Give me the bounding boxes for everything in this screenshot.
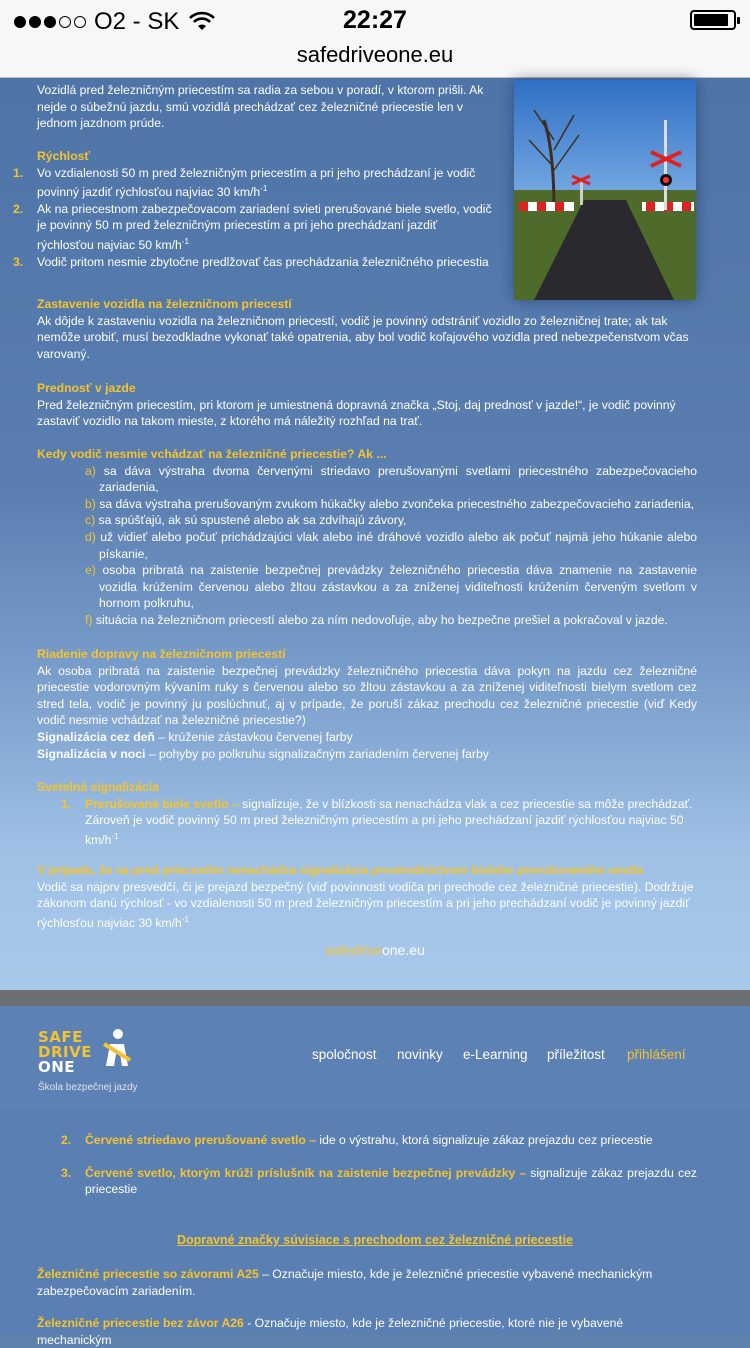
nosignal-heading: V prípade, že sa pred priecestím nenachádza signalizácia prostredníctvom bieleho prerušovaného svetla [37,863,644,877]
status-bar [0,0,750,40]
lights-heading: Svetelná signalizácia [37,780,159,794]
traffic-signs-link[interactable]: Dopravné značky súvisiace s prechodom cez železničné priecestie [176,1233,573,1247]
divider [0,990,750,1006]
carrier-name: O2 - SK [94,8,180,35]
article [0,78,750,990]
list-item: 1. Prerušované biele svetlo – signalizuje, že v blízkosti sa nenachádza vlak a cez priecestie sa môže prechádzať. Zároveň je vodič povinný 50 m pred železničným priecestím a pri jeho prechádzaní jazdiť rýchlosťou najviac 50 $km/h^{-1}$ [61,796,693,847]
url-bar[interactable]: safedriveone.eu [0,40,750,78]
speed-heading: Rýchlosť [37,149,91,163]
priority-heading: Prednosť v jazde [37,381,136,395]
night-signal: Signalizácia v noci – pohyby po polkruhu signalizačným zariadením červenej farby [37,746,489,761]
guide-heading: Riadenie dopravy na železničnom priecestí [37,647,286,661]
priority-section [37,380,697,430]
nav-item-prilezitost[interactable]: příležitost [547,1047,605,1062]
priority-text: Pred železničným priecestím, pri ktorom je umiestnená dopravná značka „Stoj, daj prednosť v jazde!“, je vodič povinný zastaviť vozidlo na takom mieste, z ktorého má náležitý rozhľad na trať. [37,397,676,429]
list-item: 2. Ak na priecestnom zabezpečovacom zariadení svieti prerušované biele svetlo, vodič je povinný 50 m pred železničným priecestím a pri jeho prechádzaní jazdiť rýchlosťou najviac 50 $km/h^{-1}$ [13,201,492,253]
stop-heading: Zastavenie vozidla na železničnom priecestí [37,297,292,311]
railway-crossing-photo [514,80,696,300]
site-logo[interactable]: SAFE DRIVE ONE Škola bezpečnej jazdy [38,1028,138,1093]
list-item: 3. Červené svetlo, ktorým krúži príslušník na zaistenie bezpečnej prevádzky – signalizuje zákaz prejazdu cez priecestie [61,1165,697,1197]
list-item: 1. Vo vzdialenosti 50 m pred železničným priecestím a pri jeho prechádzaní je vodič povinný jazdiť rýchlosťou najviac 30 $km/h^{-1}$ [13,165,476,200]
article-continued [0,1109,750,1347]
day-signal: Signalizácia cez deň – krúženie zástavkou červenej farby [37,729,353,744]
nosignal-text: Vodič sa najprv presvedčí, či je prejazd bezpečný (viď povinnosti vodiča pri prechode cez železničné priecestie). Dodržuje zákonom danú rýchlosť - vo vzdialenosti 50 m pred železničným priecestím a pri jeho prechádzaní vodič je povinný jazdiť rýchlosťou najviac 30 $km/h^{-1}$ [37,879,694,930]
lights-section [37,779,697,848]
stop-section [37,296,697,362]
when-list [37,463,697,629]
list-item: c) sa spúšťajú, ak sú spustené alebo ak sa zdvíhajú závory, [85,513,407,528]
list-item: 2. Červené striedavo prerušované svetlo – ide o výstrahu, ktorá signalizuje zákaz prejazdu cez priecestie [61,1133,653,1147]
nav-item-prihlaseni[interactable]: přihlášení [627,1047,686,1062]
sign-a25: Železničné priecestie so závorami A25 – Označuje miesto, kde je železničné priecestie vybavené mechanickým zabezpečovacím zariadením. [37,1267,653,1298]
when-section [37,446,697,629]
list-item: b) sa dáva výstraha prerušovaným zvukom húkačky alebo zvončeka priecestného zabezpečovacieho zariadenia, [85,496,695,511]
nav-item-elearning[interactable]: e-Learning [463,1047,528,1062]
speed-list [0,165,497,271]
seatbelt-person-icon [96,1026,136,1076]
battery-icon [690,10,736,30]
list-item: e) osoba pribratá na zaistenie bezpečnej prevádzky železničného priecestia dáva znamenie na zastavenie vozidla krúžením červenou alebo žltou zástavkou a za zníženej viditeľnosti krúžením červeným svetlom v hornom polkruhu, [85,563,697,611]
nav-item-novinky[interactable]: novinky [397,1047,443,1062]
stop-text: Ak dôjde k zastaveniu vozidla na železničnom priecestí, vodič je povinný odstrániť vozidlo zo železničnej trate; ak tak nemôže urobiť, musí bezodkladne vykonať také opatrenia, aby bol vodič koľajového vozidla pred nebezpečenstvom včas varovaný. [37,313,689,361]
when-heading: Kedy vodič nesmie vchádzať na železničné priecestie? Ak ... [37,447,387,461]
nosignal-section [37,862,697,931]
clock: 22:27 [343,6,407,34]
lights-list [37,796,697,849]
sign-a26: Železničné priecestie bez závor A26 - Označuje miesto, kde je železničné priecestie, ktoré nie je vybavené mechanickým [37,1316,624,1347]
nav-item-spolocnost[interactable]: spoločnost [312,1047,377,1062]
list-item: f) situácia na železničnom priecestí alebo za ním nedovoľuje, aby ho bezpečne prešiel a pokračoval v jazde. [85,612,668,627]
list-item: 3. Vodič pritom nesmie zbytočne predlžovať čas prechádzania železničného priecestia [13,254,489,269]
list-item: a) sa dáva výstraha dvoma červenými striedavo prerušovanými svetlami priecestného zabezpečovacieho zariadenia, [85,463,697,495]
site-nav [0,1006,750,1109]
guide-section [37,646,697,762]
lights-list-2 [37,1132,697,1198]
guide-text: Ak osoba pribratá na zaistenie bezpečnej prevádzky železničného priecestia dáva pokyn na jazdu cez železničné priecestie vodorovným kývaním ruky s červenou alebo so žltou zástavkou a za zníženej viditeľnosti bielym svetlom cez stred tela, vodič je povinný ju poslúchnuť, aj v prípade, že poruší zákaz prechodu cez železničné priecestie (viď Kedy vodič nesmie vchádzať na železničné priecestie?) [37,663,697,728]
intro-text: Vozidlá pred železničným priecestím sa radia za sebou v poradí, v ktorom prišli. Ak nejde o súbežnú jazdu, smú vozidlá prechádzať cez železničné priecestie len v jednom jazdnom prúde. [37,83,484,131]
list-item: d) už vidieť alebo počuť prichádzajúci vlak alebo iné dráhové vozidlo alebo ak počuť najmä jeho húkanie alebo pískanie, [85,529,698,561]
site-link[interactable]: safedriveone.eu [325,942,425,958]
speed-section [13,148,497,270]
